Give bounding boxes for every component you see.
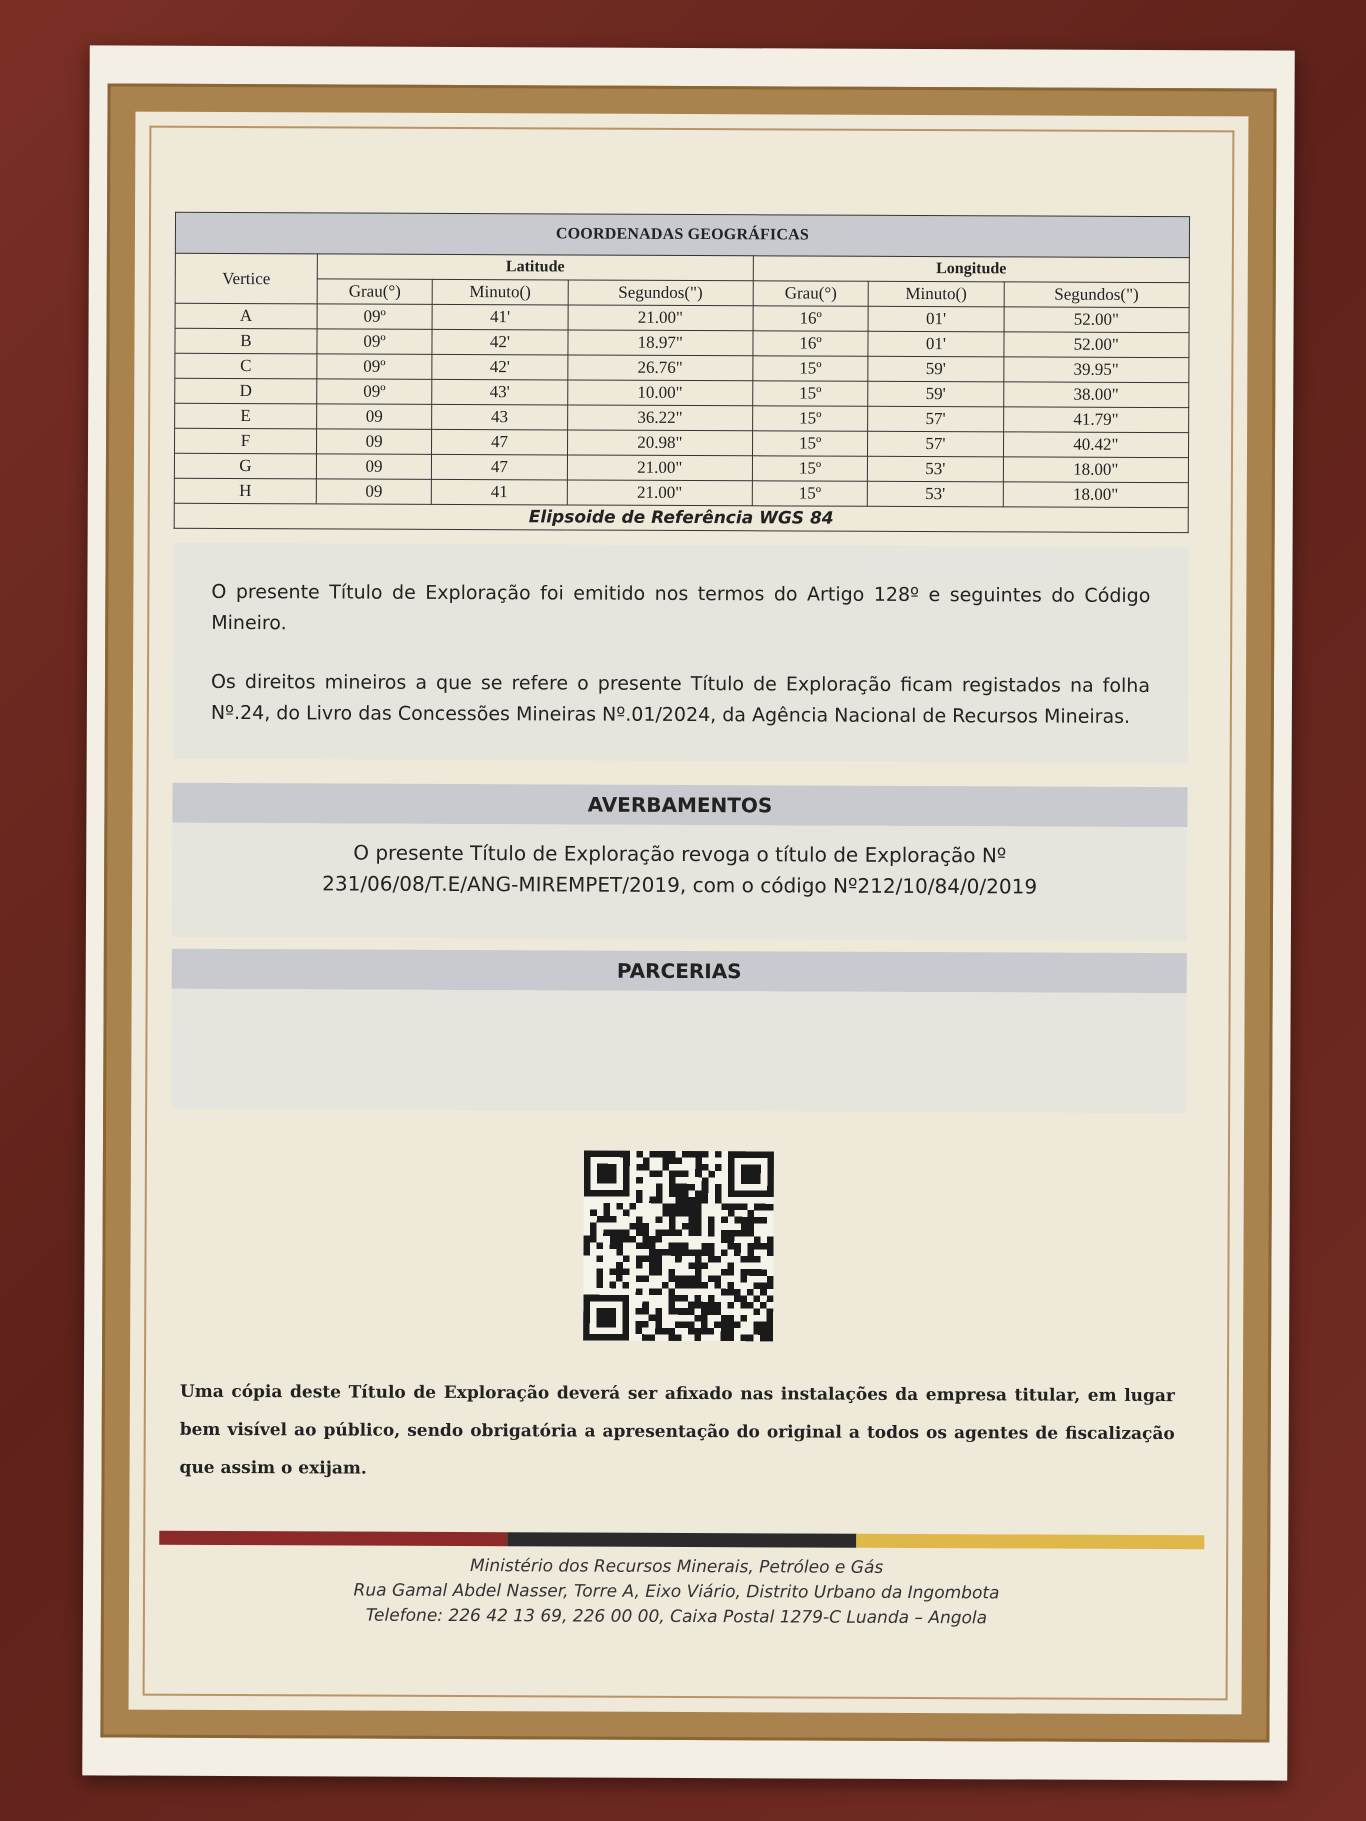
table-cell: 43 [432,404,568,430]
column-header: Minuto() [432,279,568,305]
table-cell: 15º [752,431,867,457]
averbamentos-section [172,783,1188,941]
table-cell: H [174,478,316,504]
table-cell: G [174,453,316,479]
document-sheet [82,45,1295,1780]
averbamentos-title: AVERBAMENTOS [172,783,1187,827]
table-cell: 21.00" [568,305,753,331]
table-cell: 16º [753,331,868,357]
display-notice: Uma cópia deste Título de Exploração deverá ser afixado nas instalações da empresa titular, em lugar bem visível ao público, sendo obrigatória a apresentação do original a todos os agentes de fiscalização que assim o exijam. [179,1381,1175,1479]
table-cell: 47 [432,429,568,455]
table-cell: 10.00" [567,380,752,406]
averbamentos-line-2: 231/06/08/T.E/ANG-MIREMPET/2019, com o código Nº212/10/84/0/2019 [322,871,1038,899]
table-cell: 41.79" [1003,407,1188,433]
table-cell: 52.00" [1004,332,1189,358]
ministry-footer [169,1553,1184,1632]
table-cell: 15º [752,481,867,507]
table-cell: 57' [868,406,1004,432]
table-cell: 36.22" [567,405,752,431]
table-cell: 20.98" [567,430,752,456]
table-cell: 09 [316,454,431,480]
averbamentos-line-1: O presente Título de Exploração revoga o título de Exploração Nº [353,840,1007,868]
reference-ellipsoid: Elipsoide de Referência WGS 84 [174,503,1188,532]
parcerias-section [171,949,1187,1113]
stripe-black [508,1532,856,1548]
table-cell: 59' [868,381,1004,407]
table-cell: 59' [868,356,1004,382]
vertex-header: Vertice [175,253,317,304]
table-cell: 09º [317,354,432,380]
table-cell: 53' [868,456,1004,482]
table-cell: 53' [867,481,1003,507]
table-cell: 15º [752,456,867,482]
table-cell: 01' [868,306,1004,332]
table-cell: 39.95" [1003,357,1188,383]
table-cell: 15º [753,356,868,382]
table-cell: 16º [753,306,868,332]
table-cell: 42' [432,329,568,355]
table-cell: 21.00" [567,480,752,506]
table-cell: 09º [317,304,432,330]
table-cell: 01' [868,331,1004,357]
decorative-border [100,83,1276,1742]
qr-code [583,1151,774,1342]
table-cell: 41' [432,304,568,330]
longitude-header: Longitude [753,256,1189,283]
column-header: Segundos(") [568,280,753,306]
footer-ministry: Ministério dos Recursos Minerais, Petróleo e Gás [469,1556,884,1578]
table-cell: D [175,378,317,404]
stripe-yellow [856,1534,1204,1550]
table-cell: 40.42" [1003,432,1188,458]
coordinates-table [174,212,1190,533]
paragraph-registration: Os direitos mineiros a que se refere o presente Título de Exploração ficam registados na folha Nº.24, do Livro das Concessões Mineiras Nº.01/2024, da Agência Nacional de Recursos Mineiras. [210,670,1151,728]
table-cell: 38.00" [1003,382,1188,408]
table-cell: 15º [753,381,868,407]
table-cell: 21.00" [567,455,752,481]
table-cell: 09 [317,404,432,430]
table-cell: 43' [432,379,568,405]
table-cell: B [175,328,317,354]
table-cell: 09º [317,379,432,405]
table-body [174,303,1189,507]
parcerias-body [171,989,1187,1113]
table-cell: 26.76" [567,355,752,381]
column-header: Minuto() [868,281,1004,307]
table-cell: 52.00" [1004,307,1189,333]
table-cell: 47 [432,454,568,480]
column-header: Grau(°) [317,279,432,305]
parcerias-title: PARCERIAS [172,949,1187,993]
table-cell: 18.00" [1003,457,1188,483]
column-header: Segundos(") [1004,282,1189,308]
table-title: COORDENADAS GEOGRÁFICAS [175,212,1189,257]
stripe-red [159,1531,507,1547]
table-cell: 09 [316,479,431,505]
table-cell: 15º [753,406,868,432]
legal-paragraphs [173,543,1189,763]
table-cell: A [175,303,317,329]
latitude-header: Latitude [317,254,753,281]
table-cell: 41 [431,479,567,505]
paragraph-issuance: O presente Título de Exploração foi emitido nos termos do Artigo 128º e seguintes do Código Mineiro. [211,580,1151,635]
flag-stripe [159,1531,1204,1550]
table-cell: 42' [432,354,568,380]
table-cell: 09º [317,329,432,355]
document-content [169,212,1190,1632]
table-cell: 18.00" [1003,482,1188,508]
table-cell: F [175,428,317,454]
footer-address: Rua Gamal Abdel Nasser, Torre A, Eixo Viário, Distrito Urbano da Ingombota [353,1580,1000,1604]
table-cell: C [175,353,317,379]
column-header: Grau(°) [753,281,868,307]
averbamentos-body [172,823,1187,941]
footer-contact: Telefone: 226 42 13 69, 226 00 00, Caixa Postal 1279-C Luanda – Angola [365,1605,988,1629]
table-cell: 09 [316,429,431,455]
table-cell: 18.97" [568,330,753,356]
table-cell: E [175,403,317,429]
table-cell: 57' [868,431,1004,457]
